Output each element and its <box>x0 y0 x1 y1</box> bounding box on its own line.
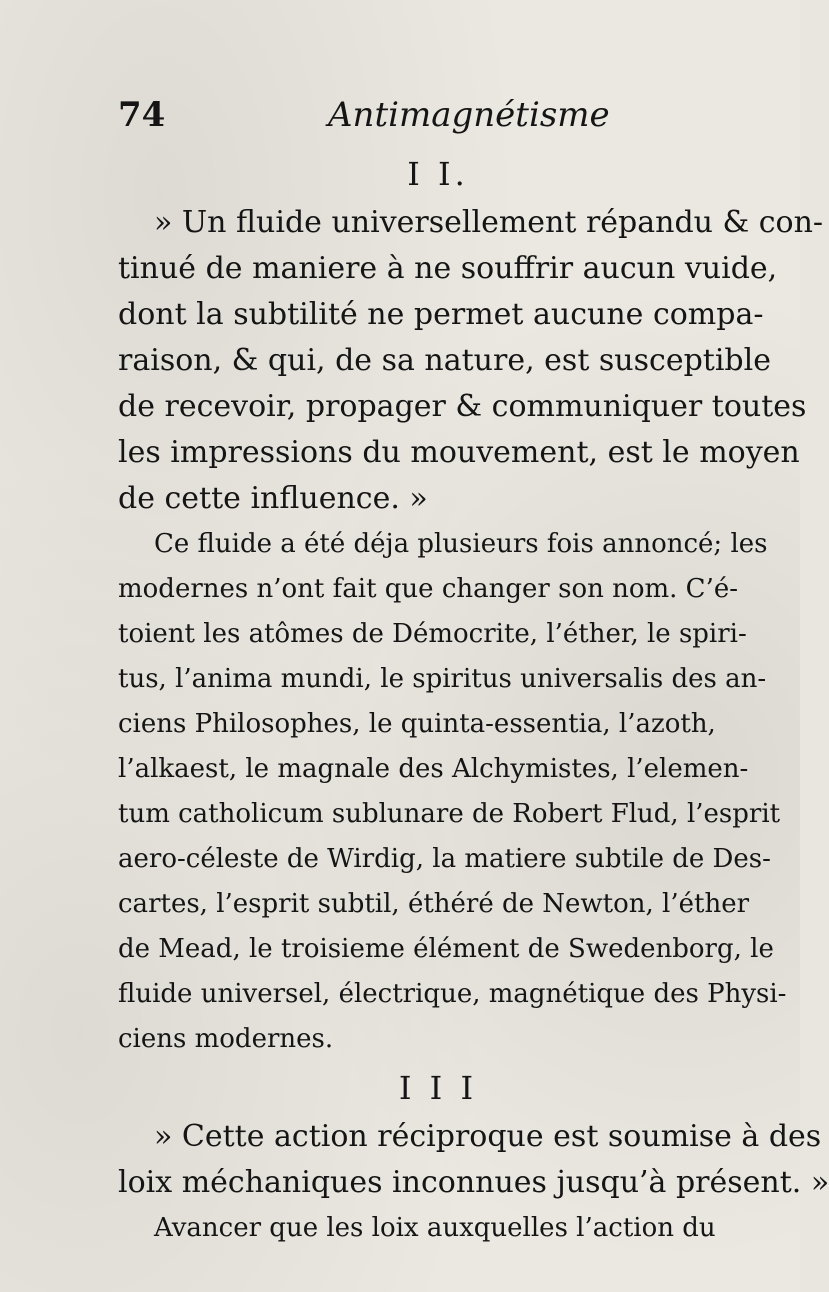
text-line: Ce fluide a été déja plusieurs fois annoncé; les <box>154 529 768 559</box>
text-line: tus, l’anima mundi, le spiritus universalis des an- <box>118 664 767 694</box>
section-number: I I I <box>398 1069 478 1107</box>
text-line: tinué de maniere à ne souffrir aucun vuide, <box>118 251 778 286</box>
text-line: fluide universel, électrique, magnétique des Physi- <box>118 979 787 1009</box>
text-line: Avancer que les loix auxquelles l’action du <box>154 1213 716 1243</box>
text-line: toient les atômes de Démocrite, l’éther, le spiri- <box>118 619 747 649</box>
commentary-block <box>118 522 787 1062</box>
text-line: ciens modernes. <box>118 1024 334 1054</box>
page-body <box>118 148 829 1251</box>
quote-block <box>118 200 824 522</box>
text-line: cartes, l’esprit subtil, éthéré de Newton, l’éther <box>118 889 750 919</box>
text-line: l’alkaest, le magnale des Alchymistes, l’elemen- <box>118 754 749 784</box>
text-line: de cette influence. » <box>118 481 428 516</box>
text-line: raison, & qui, de sa nature, est susceptible <box>118 343 771 378</box>
text-line: dont la subtilité ne permet aucune compa- <box>118 297 764 332</box>
page-number: 74 <box>118 95 166 135</box>
text-line: » Cette action réciproque est soumise à des <box>154 1119 822 1154</box>
running-title: Antimagnétisme <box>328 95 610 135</box>
text-line: loix méchaniques inconnues jusqu’à présent. » <box>118 1165 829 1200</box>
commentary-block <box>118 1206 758 1251</box>
section-number: I I. <box>407 155 469 193</box>
text-line: tum catholicum sublunare de Robert Flud, l’esprit <box>118 799 781 829</box>
text-line: aero-céleste de Wirdig, la matiere subtile de Des- <box>118 844 771 874</box>
text-line: modernes n’ont fait que changer son nom. C’é- <box>118 574 739 604</box>
text-line: de recevoir, propager & communiquer toutes <box>118 389 807 424</box>
page-header <box>118 95 758 145</box>
text-line: ciens Philosophes, le quinta-essentia, l’azoth, <box>118 709 716 739</box>
quote-block <box>118 1114 829 1206</box>
text-line: les impressions du mouvement, est le moyen <box>118 435 800 470</box>
text-line: » Un fluide universellement répandu & con- <box>154 205 824 240</box>
text-line: de Mead, le troisieme élément de Swedenborg, le <box>118 934 774 964</box>
